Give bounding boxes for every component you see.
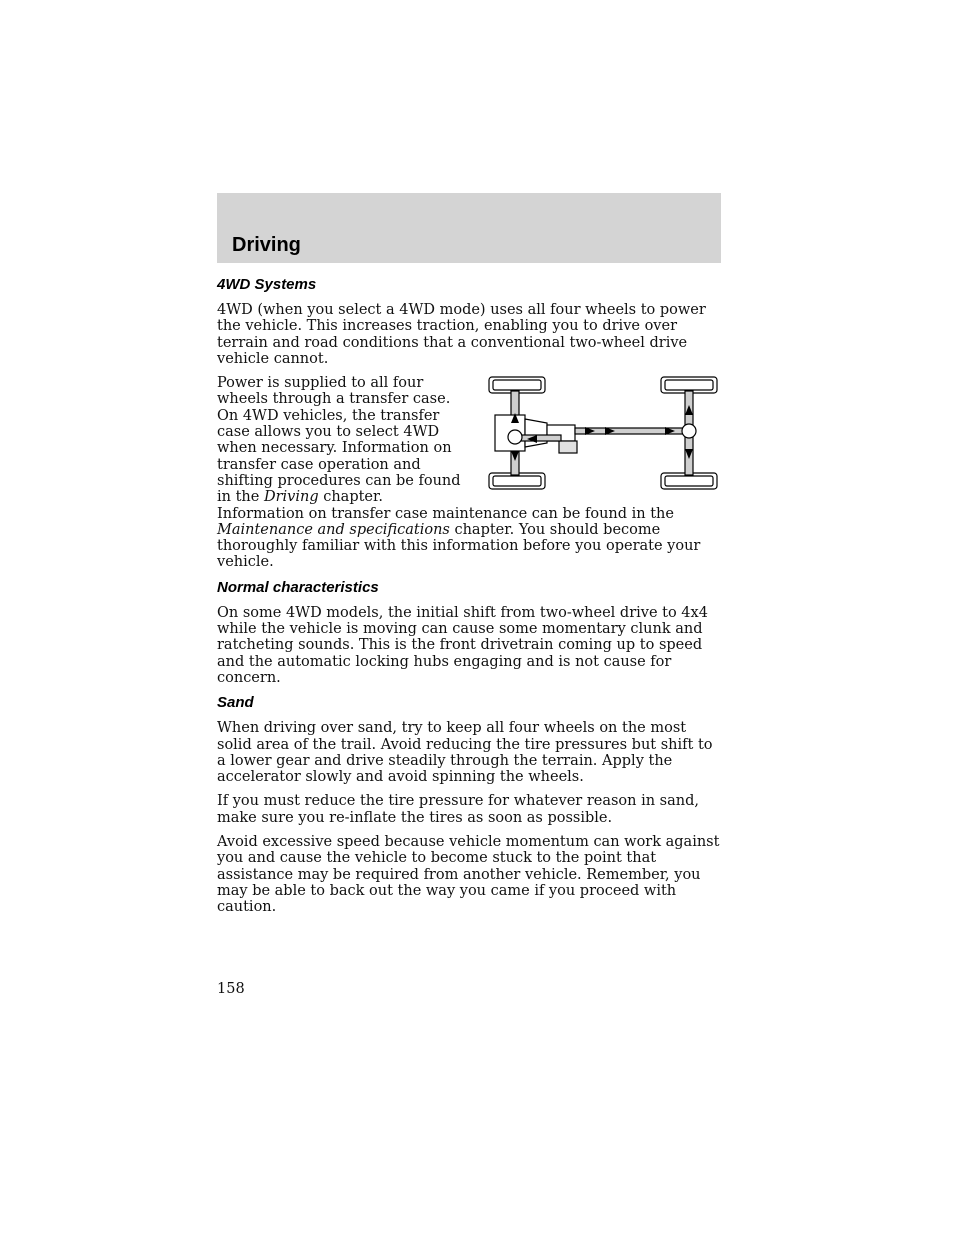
paragraph-sand-2: If you must reduce the tire pressure for whatever reason in sand, make sure you re-inflate the tires as soon as possible. — [217, 793, 699, 826]
page-content — [217, 276, 721, 924]
drivetrain-diagram — [485, 375, 721, 495]
paragraph-sand-3: Avoid excessive speed because vehicle momentum can work against you and cause the vehicle to become stuck to the point that assistance may be required from another vehicle. Remember, you may be able to back out the way you came if you proceed with caution. — [217, 834, 720, 916]
heading-normal-characteristics: Normal characteristics — [217, 578, 379, 596]
heading-sand: Sand — [217, 694, 254, 712]
paragraph-normal-characteristics: On some 4WD models, the initial shift from two-wheel drive to 4x4 while the vehicle is moving can cause some momentary clunk and ratcheting sounds. This is the front drivetrain coming up to speed and the automatic locking hubs engaging and is not cause for concern. — [217, 604, 708, 686]
paragraph-sand-1: When driving over sand, try to keep all four wheels on the most solid area of the trail. Avoid reducing the tire pressures but shift to a lower gear and drive steadily through the terrain. Apply the accelerator slowly and avoid spinning the wheels. — [217, 720, 713, 786]
section-title: Driving — [232, 234, 301, 256]
header-band — [217, 193, 721, 263]
front-differential — [682, 424, 696, 438]
drivetrain-diagram-svg — [485, 375, 721, 495]
paragraph-4wd-intro: 4WD (when you select a 4WD mode) uses all four wheels to power the vehicle. This increases traction, enabling you to drive over terrain and road conditions that a conventional two-wheel drive vehicle cannot. — [217, 302, 706, 367]
transmission — [525, 419, 547, 447]
transfer-case-housing — [559, 441, 577, 453]
driving-chapter-reference: Driving — [263, 489, 319, 506]
transfer-case-text-2: chapter. Information on transfer case maintenance can be found in the — [217, 489, 674, 522]
transfer-case-text-3: chapter. You should become thoroughly familiar with this information before you operate your vehicle. — [217, 521, 701, 571]
maintenance-chapter-reference: Maintenance and specifications — [217, 521, 450, 538]
rear-driveshaft — [519, 435, 561, 441]
transfer-case-text-1: Power is supplied to all four wheels through a transfer case. On 4WD vehicles, the transfer case allows you to select 4WD when necessary. Information on transfer case operation and shifting procedures can be found in the — [217, 375, 461, 506]
rear-differential — [508, 430, 522, 444]
heading-4wd-systems: 4WD Systems — [217, 276, 317, 293]
page-number: 158 — [217, 981, 245, 997]
